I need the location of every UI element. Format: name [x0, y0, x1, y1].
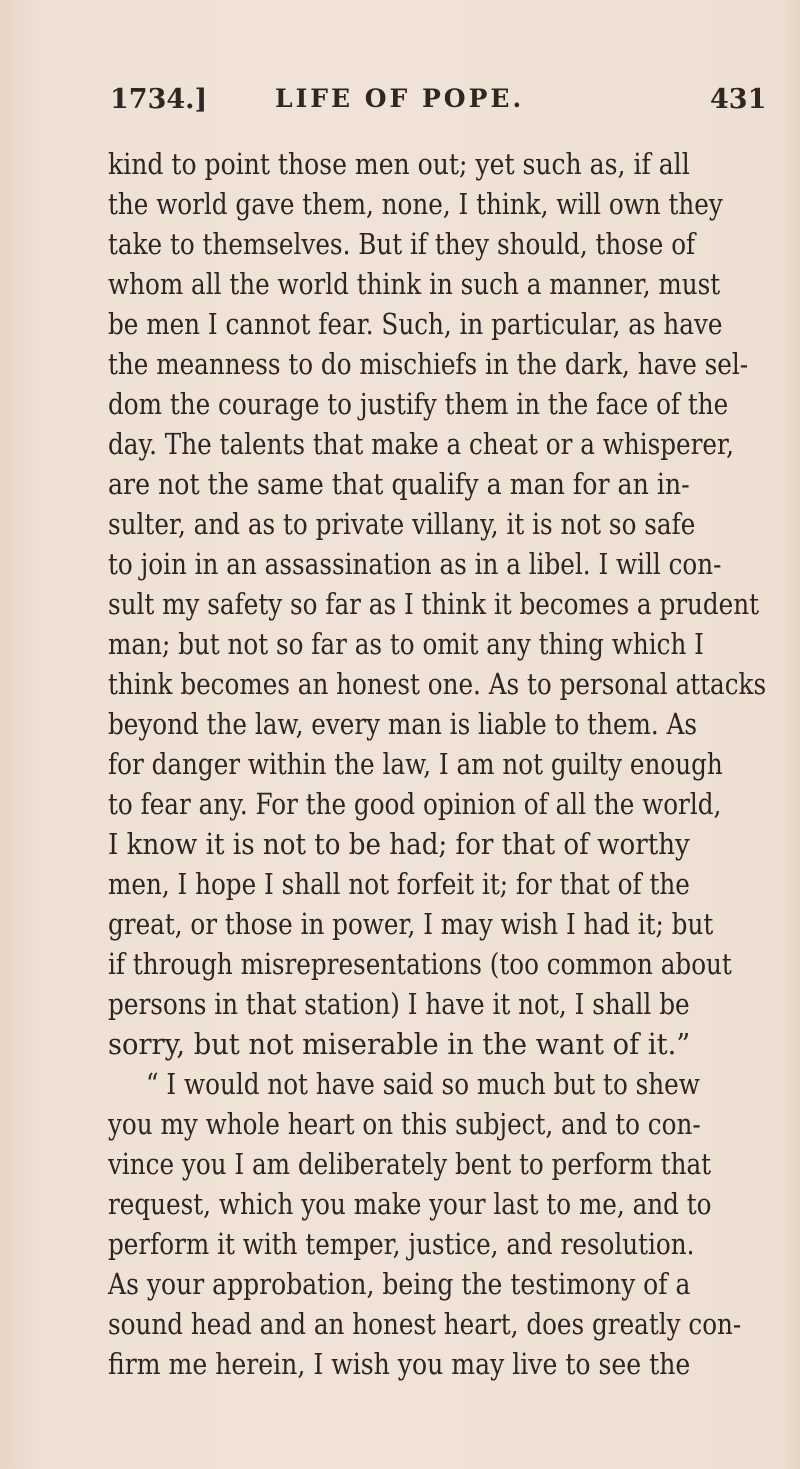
page-number: 431: [710, 84, 767, 115]
text-line: great, or those in power, I may wish I had it; but: [108, 907, 714, 941]
text-line: perform it with temper, justice, and resolution.: [108, 1227, 695, 1261]
page-header: [0, 84, 800, 124]
text-line: for danger within the law, I am not guilty enough: [108, 747, 723, 781]
text-line: the world gave them, none, I think, will own they: [108, 187, 723, 221]
header-date: 1734.]: [110, 84, 208, 115]
text-line: firm me herein, I wish you may live to see the: [108, 1347, 691, 1381]
text-line: As your approbation, being the testimony of a: [108, 1267, 691, 1301]
text-line: vince you I am deliberately bent to perform that: [108, 1147, 712, 1181]
text-line: persons in that station) I have it not, I shall be: [108, 987, 690, 1021]
text-line: to join in an assassination as in a libel. I will con-: [108, 547, 722, 581]
text-line: sulter, and as to private villany, it is not so safe: [108, 507, 696, 541]
text-line: sound head and an honest heart, does greatly con-: [108, 1307, 742, 1341]
running-title: LIFE OF POPE.: [275, 84, 525, 113]
text-line: whom all the world think in such a manner, must: [108, 267, 721, 301]
text-line: beyond the law, every man is liable to them. As: [108, 707, 698, 741]
text-line: men, I hope I shall not forfeit it; for that of the: [108, 867, 690, 901]
text-line: kind to point those men out; yet such as, if all: [108, 147, 690, 181]
text-line: to fear any. For the good opinion of all the world,: [108, 787, 722, 821]
text-line: are not the same that qualify a man for an in-: [108, 467, 690, 501]
text-line: sorry, but not miserable in the want of it.”: [108, 1027, 691, 1061]
text-line: if through misrepresentations (too common about: [108, 947, 732, 981]
text-line: I know it is not to be had; for that of worthy: [108, 827, 690, 861]
text-line: dom the courage to justify them in the face of the: [108, 387, 729, 421]
text-line: be men I cannot fear. Such, in particular, as have: [108, 307, 723, 341]
text-line: think becomes an honest one. As to personal attacks: [108, 667, 767, 701]
text-line: “ I would not have said so much but to shew: [146, 1067, 700, 1101]
text-line: the meanness to do mischiefs in the dark, have sel-: [108, 347, 749, 381]
text-line: day. The talents that make a cheat or a whisperer,: [108, 427, 734, 461]
text-line: sult my safety so far as I think it becomes a prudent: [108, 587, 760, 621]
text-line: take to themselves. But if they should, those of: [108, 227, 696, 261]
text-line: man; but not so far as to omit any thing which I: [108, 627, 704, 661]
text-line: request, which you make your last to me, and to: [108, 1187, 712, 1221]
text-line: you my whole heart on this subject, and to con-: [108, 1107, 701, 1141]
